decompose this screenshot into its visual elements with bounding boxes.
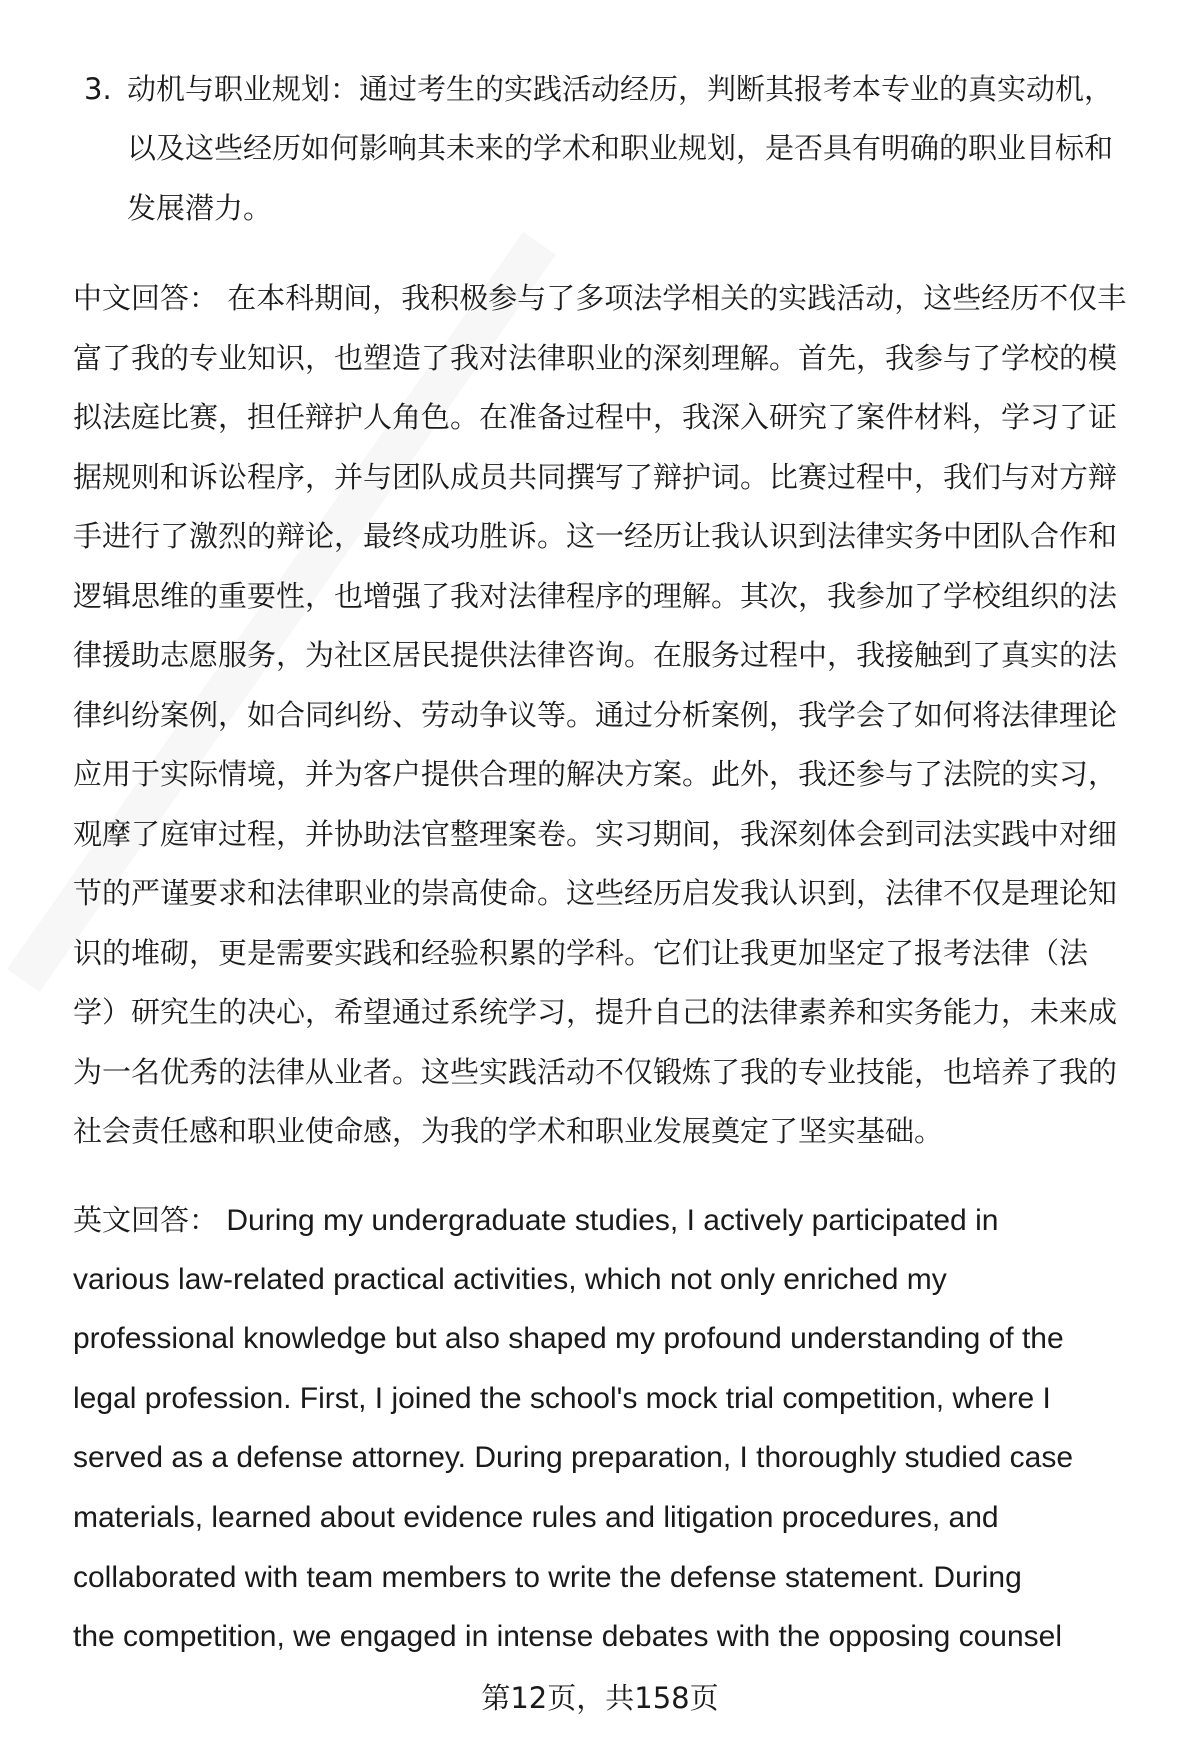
english-answer-line: the competition, we engaged in intense debates with the opposing counsel — [73, 1620, 1063, 1654]
chinese-answer-line: 手进行了激烈的辩论，最终成功胜诉。这一经历让我认识到法律实务中团队合作和 — [73, 519, 1118, 553]
english-answer-line: collaborated with team members to write the defense statement. During — [73, 1560, 1022, 1594]
english-answer-line: served as a defense attorney. During preparation, I thoroughly studied case — [73, 1441, 1074, 1475]
item-line: 发展潜力。 — [127, 191, 273, 225]
english-answer-line: materials, learned about evidence rules and litigation procedures, and — [73, 1501, 999, 1534]
chinese-answer-line: 富了我的专业知识，也塑造了我对法律职业的深刻理解。首先，我参与了学校的模 — [73, 340, 1118, 375]
page-indicator: 第12页，共158页 — [481, 1681, 719, 1715]
chinese-answer-line: 观摩了庭审过程，并协助法官整理案卷。实习期间，我深刻体会到司法实践中对细 — [73, 816, 1118, 851]
chinese-answer-line: 为一名优秀的法律从业者。这些实践活动不仅锻炼了我的专业技能，也培养了我的 — [73, 1054, 1118, 1089]
chinese-answer-line: 逻辑思维的重要性，也增强了我对法律程序的理解。其次，我参加了学校组织的法 — [73, 578, 1118, 613]
chinese-answer-line: 节的严谨要求和法律职业的崇高使命。这些经历启发我认识到，法律不仅是理论知 — [73, 876, 1118, 910]
english-answer-line: professional knowledge but also shaped my profound understanding of the — [73, 1322, 1064, 1356]
chinese-answer-line-first — [73, 268, 1126, 328]
chinese-answer-line: 应用于实际情境，并为客户提供合理的解决方案。此外，我还参与了法院的实习， — [73, 757, 1118, 791]
chinese-answer-line: 社会责任感和职业使命感，为我的学术和职业发展奠定了坚实基础。 — [73, 1114, 944, 1148]
chinese-answer-line: 识的堆砌，更是需要实践和经验积累的学科。它们让我更加坚定了报考法律（法 — [73, 935, 1089, 970]
chinese-answer-line: 据规则和诉讼程序，并与团队成员共同撰写了辩护词。比赛过程中，我们与对方辩 — [73, 459, 1118, 494]
item-line: 以及这些经历如何影响其未来的学术和职业规划，是否具有明确的职业目标和 — [127, 131, 1114, 165]
english-answer-label: 英文回答： — [73, 1203, 219, 1237]
english-answer-text: During my undergraduate studies, I actively participated in — [218, 1204, 999, 1237]
item-number: 3. — [84, 72, 112, 106]
english-answer-line: various law-related practical activities, which not only enriched my — [73, 1262, 947, 1296]
english-answer-line-first — [73, 1190, 998, 1250]
item-line: 动机与职业规划：通过考生的实践活动经历，判断其报考本专业的真实动机， — [127, 72, 1114, 106]
chinese-answer-line: 律纠纷案例，如合同纠纷、劳动争议等。通过分析案例，我学会了如何将法律理论 — [73, 697, 1118, 732]
chinese-answer-line: 拟法庭比赛，担任辩护人角色。在准备过程中，我深入研究了案件材料，学习了证 — [73, 400, 1118, 434]
chinese-answer-line: 学）研究生的决心，希望通过系统学习，提升自己的法律素养和实务能力，未来成 — [73, 995, 1118, 1029]
chinese-answer-line: 律援助志愿服务，为社区居民提供法律咨询。在服务过程中，我接触到了真实的法 — [73, 638, 1118, 672]
chinese-answer-label: 中文回答： — [73, 281, 219, 315]
english-answer-line: legal profession. First, I joined the school's mock trial competition, where I — [73, 1381, 1051, 1415]
chinese-answer-text: 在本科期间，我积极参与了多项法学相关的实践活动，这些经历不仅丰 — [218, 281, 1127, 315]
